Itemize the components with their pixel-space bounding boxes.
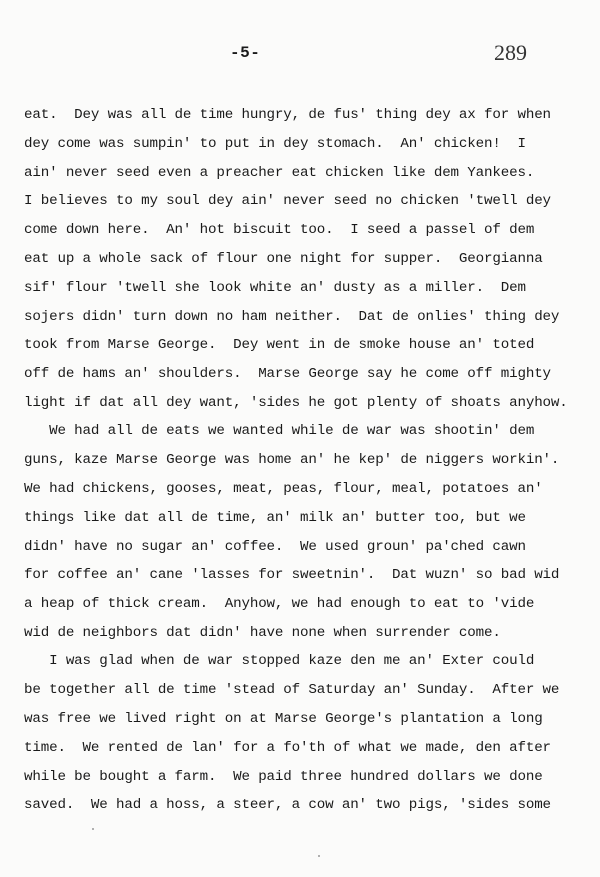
text-line: I was glad when de war stopped kaze den me an' Exter could	[24, 653, 535, 669]
text-line: took from Marse George. Dey went in de smoke house an' toted	[24, 337, 535, 353]
text-line: saved. We had a hoss, a steer, a cow an' two pigs, 'sides some	[24, 797, 551, 813]
text-line: was free we lived right on at Marse George's plantation a long	[24, 711, 543, 727]
paper-speck	[92, 828, 94, 830]
folio-number: 289	[494, 40, 527, 65]
text-line: We had chickens, gooses, meat, peas, flour, meal, potatoes an'	[24, 481, 543, 497]
text-line: light if dat all dey want, 'sides he got plenty of shoats anyhow.	[24, 395, 568, 411]
text-line: time. We rented de lan' for a fo'th of what we made, den after	[24, 740, 551, 756]
text-line: for coffee an' cane 'lasses for sweetnin'. Dat wuzn' so bad wid	[24, 567, 560, 583]
text-line: a heap of thick cream. Anyhow, we had enough to eat to 'vide	[24, 596, 535, 612]
text-line: I believes to my soul dey ain' never seed no chicken 'twell dey	[24, 193, 551, 209]
page-marker: -5-	[230, 44, 261, 62]
text-line: while be bought a farm. We paid three hundred dollars we done	[24, 769, 543, 785]
text-line: dey come was sumpin' to put in dey stomach. An' chicken! I	[24, 136, 526, 152]
text-line: off de hams an' shoulders. Marse George say he come off mighty	[24, 366, 551, 382]
text-line: sif' flour 'twell she look white an' dusty as a miller. Dem	[24, 280, 526, 296]
text-line: didn' have no sugar an' coffee. We used groun' pa'ched cawn	[24, 539, 526, 555]
text-line: be together all de time 'stead of Saturday an' Sunday. After we	[24, 682, 560, 698]
text-line: eat. Dey was all de time hungry, de fus' thing dey ax for when	[24, 107, 551, 123]
text-line: ain' never seed even a preacher eat chicken like dem Yankees.	[24, 165, 535, 181]
text-line: guns, kaze Marse George was home an' he kep' de niggers workin'.	[24, 452, 560, 468]
text-line: wid de neighbors dat didn' have none when surrender come.	[24, 625, 501, 641]
text-line: We had all de eats we wanted while de war was shootin' dem	[24, 423, 535, 439]
text-line: things like dat all de time, an' milk an' butter too, but we	[24, 510, 526, 526]
text-line: eat up a whole sack of flour one night for supper. Georgianna	[24, 251, 543, 267]
text-line: come down here. An' hot biscuit too. I seed a passel of dem	[24, 222, 535, 238]
text-line: sojers didn' turn down no ham neither. Dat de onlies' thing dey	[24, 309, 560, 325]
paper-speck	[318, 855, 320, 857]
